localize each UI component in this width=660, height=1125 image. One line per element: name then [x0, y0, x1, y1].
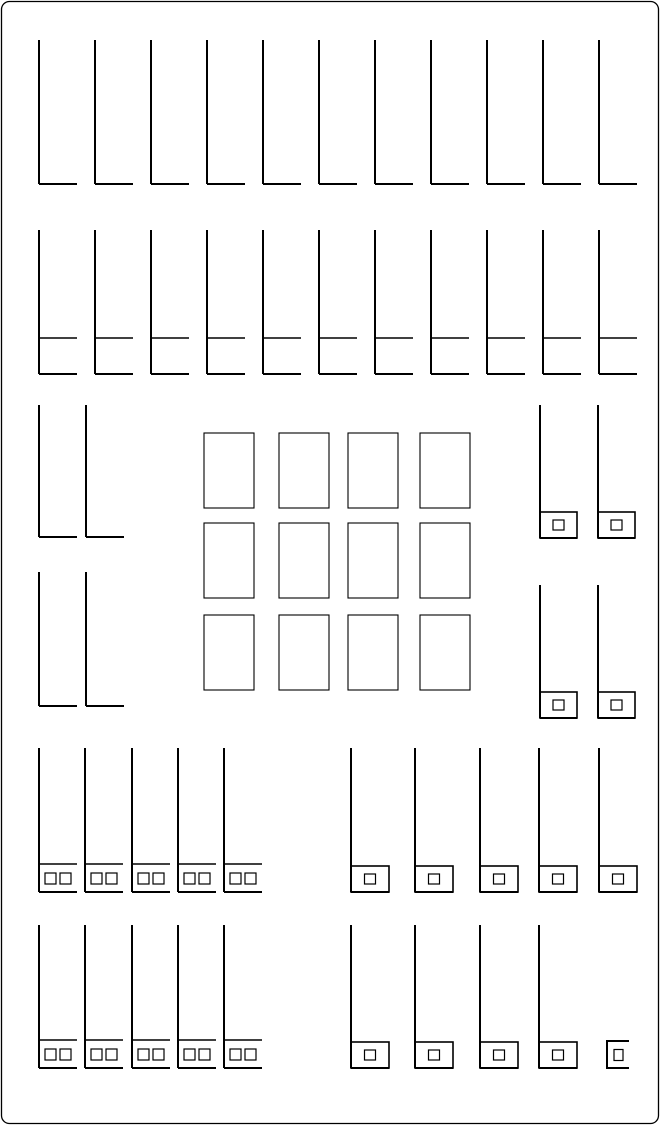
cabinet — [279, 615, 329, 690]
bay-slot — [153, 1049, 164, 1060]
bay-single-box — [598, 405, 635, 538]
bay-single-box — [351, 925, 389, 1068]
bay-with-bottom-compartment — [487, 230, 525, 374]
bay-slot — [230, 873, 241, 884]
bay-group — [39, 40, 637, 1068]
bay-with-bottom-compartment — [151, 230, 189, 374]
bay-compartment — [480, 866, 518, 892]
cabinet — [420, 523, 470, 598]
cabinet — [348, 433, 398, 508]
cabinet — [420, 433, 470, 508]
bay-plain — [95, 40, 133, 184]
bay-double-box — [39, 925, 77, 1068]
bay-single-box — [598, 585, 635, 718]
cabinet — [420, 615, 470, 690]
bay-compartment — [480, 1042, 518, 1068]
bay-plain — [263, 40, 301, 184]
cabinet — [204, 523, 254, 598]
bay-plain — [151, 40, 189, 184]
bay-with-bottom-compartment — [375, 230, 413, 374]
bay-single-box — [480, 925, 518, 1068]
bay-slot — [245, 873, 256, 884]
bay-double-box — [85, 925, 123, 1068]
bay-slot — [553, 1050, 564, 1060]
bay-compartment — [540, 512, 577, 538]
bay-plain — [543, 40, 581, 184]
bay-compartment — [351, 866, 389, 892]
bay-with-bottom-compartment — [207, 230, 245, 374]
bay-double-box — [178, 925, 216, 1068]
bay-slot — [429, 874, 440, 884]
bay-slot — [245, 1049, 256, 1060]
bay-with-bottom-compartment — [95, 230, 133, 374]
bay-slot — [553, 874, 564, 884]
bay-slot — [184, 873, 195, 884]
bay-plain — [599, 40, 637, 184]
bay-slot — [613, 874, 624, 884]
bay-double-box — [224, 925, 262, 1068]
bay-slot — [91, 1049, 102, 1060]
cabinet — [204, 433, 254, 508]
bay-plain — [39, 40, 77, 184]
bay-plain — [207, 40, 245, 184]
bay-slot — [106, 873, 117, 884]
bay-double-box — [132, 925, 170, 1068]
bay-slot — [614, 1050, 623, 1061]
bay-double-box — [178, 748, 216, 892]
bay-double-box — [39, 748, 77, 892]
bay-compartment — [539, 1042, 577, 1068]
cabinet-grid — [204, 433, 470, 690]
bay-single-box — [415, 925, 453, 1068]
bay-plain — [431, 40, 469, 184]
bay-slot — [365, 1050, 376, 1060]
bay-single-box — [539, 925, 577, 1068]
cabinet — [348, 615, 398, 690]
bay-with-bottom-compartment — [263, 230, 301, 374]
bay-compartment — [540, 692, 577, 718]
bay-end-box — [607, 1041, 629, 1068]
bay-plain — [39, 405, 77, 537]
bay-single-box — [539, 748, 577, 892]
bay-slot — [138, 873, 149, 884]
bay-slot — [45, 1049, 56, 1060]
bay-slot — [138, 1049, 149, 1060]
bay-plain — [86, 405, 124, 537]
bay-with-bottom-compartment — [319, 230, 357, 374]
bay-slot — [553, 520, 564, 530]
bay-plain — [375, 40, 413, 184]
cabinet — [279, 433, 329, 508]
bay-bracket — [607, 1041, 629, 1068]
cabinet — [348, 523, 398, 598]
bay-single-box — [540, 585, 577, 718]
bay-slot — [553, 700, 564, 710]
bay-slot — [611, 700, 622, 710]
bay-single-box — [351, 748, 389, 892]
bay-slot — [230, 1049, 241, 1060]
bay-slot — [60, 873, 71, 884]
bay-compartment — [598, 512, 635, 538]
cabinet — [279, 523, 329, 598]
bay-plain — [487, 40, 525, 184]
bay-compartment — [415, 1042, 453, 1068]
bay-compartment — [598, 692, 635, 718]
bay-with-bottom-compartment — [431, 230, 469, 374]
bay-single-box — [415, 748, 453, 892]
bay-compartment — [599, 866, 637, 892]
bay-slot — [106, 1049, 117, 1060]
bay-single-box — [599, 748, 637, 892]
bay-double-box — [132, 748, 170, 892]
bay-slot — [429, 1050, 440, 1060]
bay-slot — [365, 874, 376, 884]
bay-slot — [184, 1049, 195, 1060]
bay-slot — [45, 873, 56, 884]
bay-single-box — [540, 405, 577, 538]
bay-double-box — [85, 748, 123, 892]
bay-with-bottom-compartment — [599, 230, 637, 374]
bay-compartment — [539, 866, 577, 892]
bay-slot — [199, 873, 210, 884]
bay-slot — [199, 1049, 210, 1060]
bay-with-bottom-compartment — [543, 230, 581, 374]
bay-slot — [153, 873, 164, 884]
bay-double-box — [224, 748, 262, 892]
bay-slot — [611, 520, 622, 530]
bay-slot — [91, 873, 102, 884]
bay-with-bottom-compartment — [39, 230, 77, 374]
bay-compartment — [351, 1042, 389, 1068]
bay-single-box — [480, 748, 518, 892]
bay-plain — [39, 572, 77, 706]
cabinet — [204, 615, 254, 690]
bay-slot — [60, 1049, 71, 1060]
bay-compartment — [415, 866, 453, 892]
bay-slot — [494, 874, 505, 884]
bay-plain — [86, 572, 124, 706]
bay-plain — [319, 40, 357, 184]
bay-slot — [494, 1050, 505, 1060]
outer-frame — [2, 2, 659, 1124]
